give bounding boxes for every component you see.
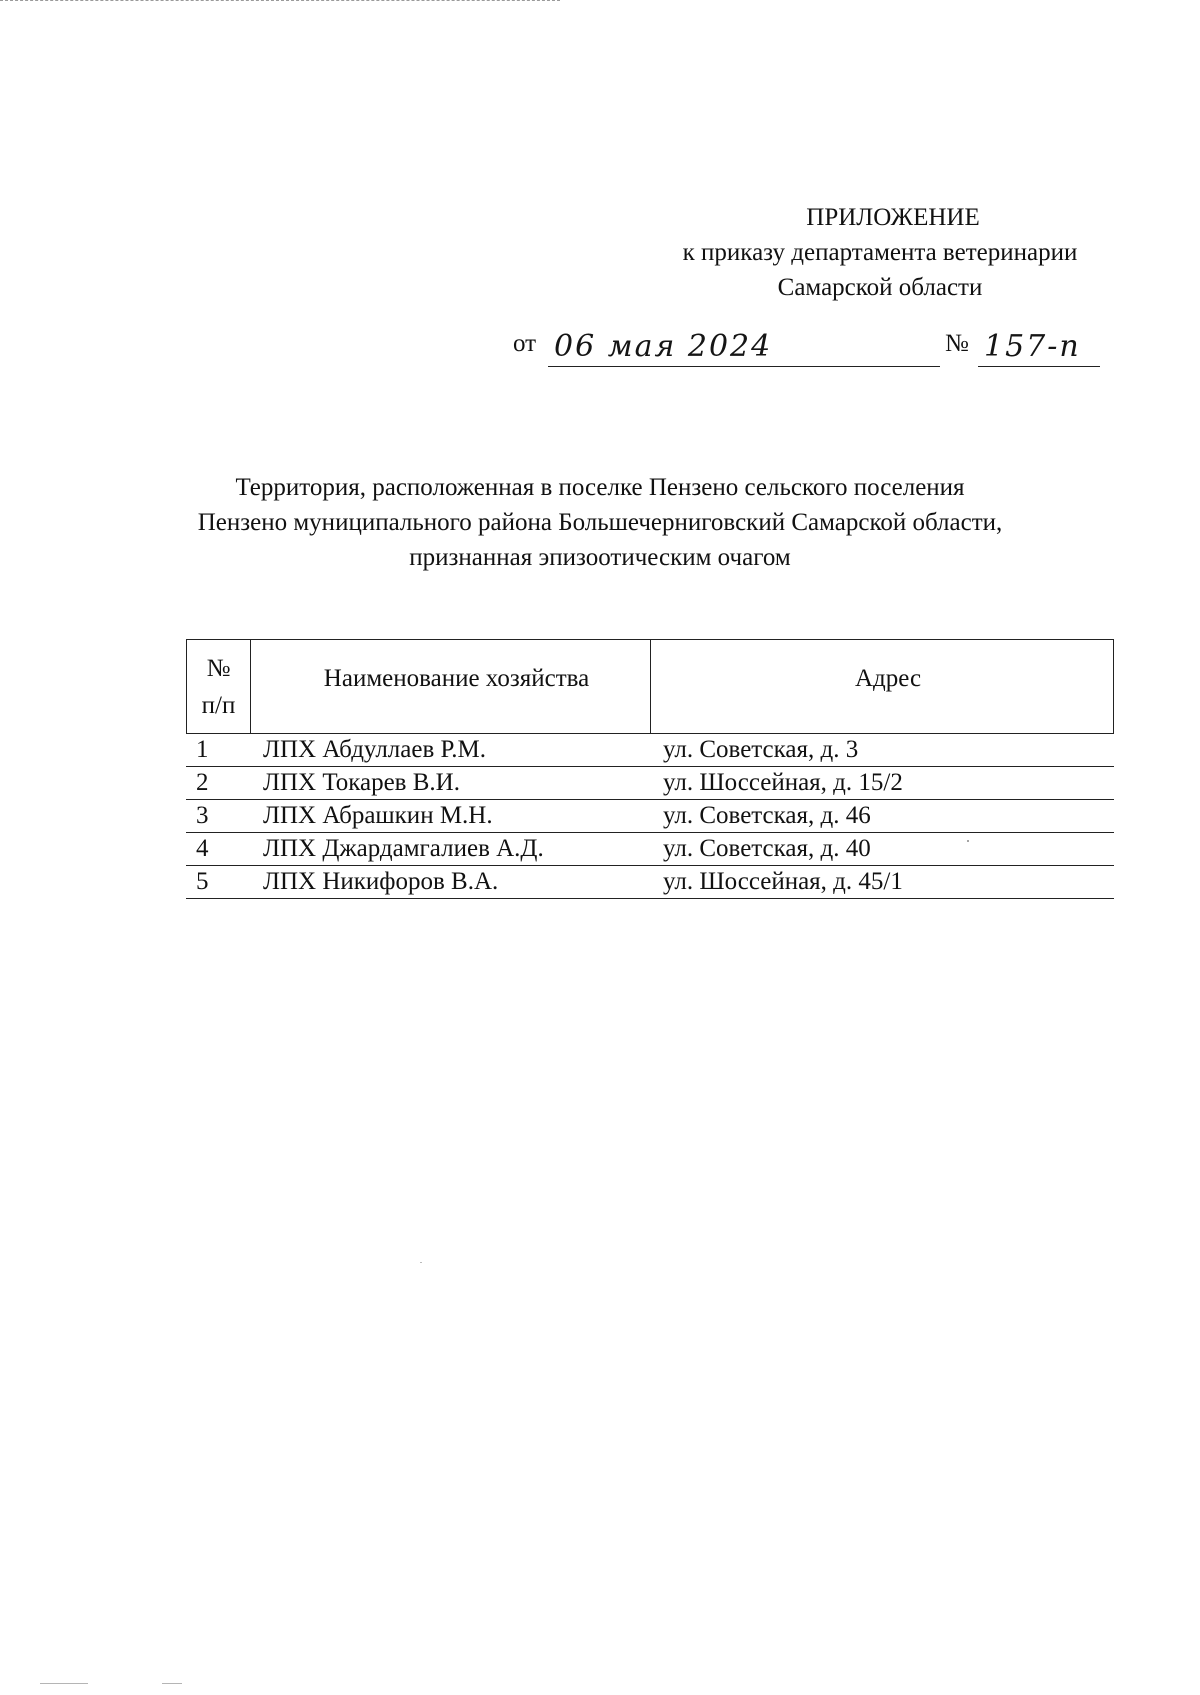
appendix-heading: ПРИЛОЖЕНИЕ [806, 204, 980, 231]
header-name-label: Наименование хозяйства [323, 664, 590, 692]
scan-edge-line [0, 0, 560, 1]
appendix-line-2: Самарской области [777, 274, 983, 301]
scan-speck [420, 1262, 422, 1263]
table-header-row [186, 639, 1114, 734]
order-number-field [978, 326, 1100, 367]
table-row [186, 767, 1114, 800]
table-row [186, 833, 1114, 866]
row-number: 1 [196, 736, 209, 763]
scan-edge-mark [162, 1683, 182, 1684]
header-number-cell [186, 640, 251, 733]
order-date-handwritten: 06 мая 2024 [554, 329, 773, 364]
header-number-symbol: № [206, 654, 231, 682]
row-household-name: ЛПХ Абрашкин М.Н. [263, 802, 493, 829]
order-date-field [548, 326, 940, 367]
row-household-name: ЛПХ Джардамгалиев А.Д. [263, 835, 544, 862]
order-number-label: № [945, 330, 969, 357]
row-household-name: ЛПХ Токарев В.И. [263, 769, 460, 796]
header-address-cell [651, 640, 1114, 733]
order-number-handwritten: 157-п [984, 329, 1081, 364]
row-household-name: ЛПХ Никифоров В.А. [263, 868, 499, 895]
row-address: ул. Шоссейная, д. 45/1 [663, 868, 903, 895]
document-title [150, 470, 1050, 575]
header-name-cell [251, 640, 651, 733]
header-address-label: Адрес [854, 664, 922, 692]
row-address: ул. Советская, д. 3 [663, 736, 859, 763]
row-number: 3 [196, 802, 209, 829]
title-line-2: Пензено муниципального района Большечерниговский Самарской области, [197, 509, 1003, 536]
appendix-line-1: к приказу департамента ветеринарии [682, 239, 1078, 266]
row-number: 2 [196, 769, 209, 796]
title-line-1: Территория, расположенная в поселке Пензено сельского поселения [235, 474, 965, 501]
row-household-name: ЛПХ Абдуллаев Р.М. [263, 736, 487, 763]
table-row [186, 866, 1114, 899]
title-line-3: признанная эпизоотическим очагом [409, 544, 791, 571]
table-row [186, 800, 1114, 833]
scan-speck [967, 840, 969, 842]
row-address: ул. Советская, д. 40 [663, 835, 871, 862]
row-number: 5 [196, 868, 209, 895]
scan-edge-mark [40, 1683, 88, 1684]
households-table [186, 639, 1114, 899]
order-from-label: от [513, 330, 537, 357]
header-number-abbr: п/п [201, 691, 236, 719]
row-address: ул. Шоссейная, д. 15/2 [663, 769, 903, 796]
table-row [186, 734, 1114, 767]
appendix-block [640, 200, 1120, 305]
row-address: ул. Советская, д. 46 [663, 802, 871, 829]
row-number: 4 [196, 835, 209, 862]
